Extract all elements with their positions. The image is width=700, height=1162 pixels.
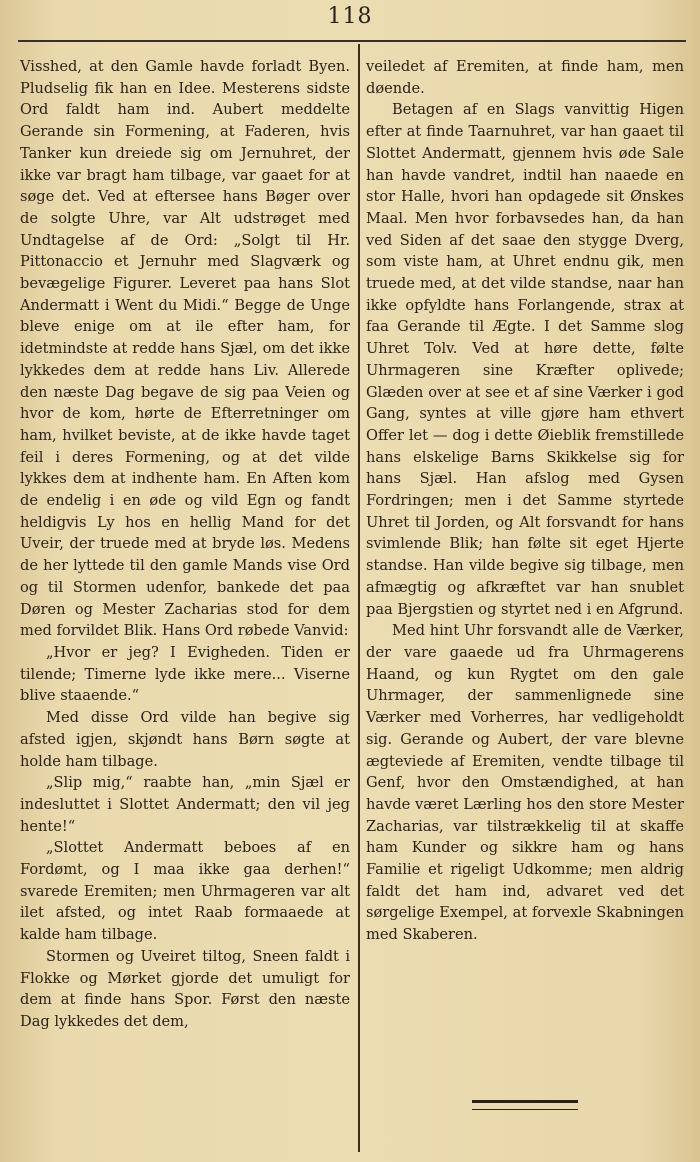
paragraph: Med hint Uhr forsvandt alle de Værker, der vare gaaede ud fra Uhrmagerens Haand, og kun Rygtet om den gale Uhrmager, der sammenlignede sine Værker med Vorherres, har vedligeholdt sig. Gerande og Aubert, der vare blevne ægteviede af Eremiten, vendte tilbage til Genf, hvor den Omstændighed, at han havde været Lærling hos den store Mester Zacharias, var tilstrækkelig til at skaffe ham Kunder og sikkre ham og hans Familie et rigeligt Udkomme; men aldrig faldt det ham ind, advaret ved det sørgelige Exempel, at forvexle Skabningen med Skaberen. [366,622,684,944]
page-number: 118 [327,4,373,29]
paragraph: Visshed, at den Gamle havde forladt Byen. Pludselig fik han en Idee. Mesterens sidste Ord faldt ham ind. Aubert meddelte Gerande sin Formening, at Faderen, hvis Tanker kun dreiede sig om Jernuhret, der ikke var bragt ham tilbage, var gaaet for at søge det. Ved at eftersee hans Bøger over de solgte Uhre, var Alt udstrøget med Undtagelse af de Ord: „Solgt til Hr. Pittonaccio et Jernuhr med Slagværk og bevægelige Figurer. Leveret paa hans Slot Andermatt i Went du Midi.“ Begge de Unge bleve enige om at ile efter ham, for idetmindste at redde hans Sjæl, om det ikke lykkedes dem at redde hans Liv. Allerede den næste Dag begave de sig paa Veien og hvor de kom, hørte de Efterretninger om ham, hvilket beviste, at de ikke havde taget feil i deres Formening, og at det vilde lykkes dem at indhente ham. En Aften kom de endelig i en øde og vild Egn og fandt heldigvis Ly hos en hellig Mand for det Uveir, der truede med at bryde løs. Medens de her lyttede til den gamle Mands vise Ord og til Stormen udenfor, bankede det paa Døren og Mester Zacharias stod for dem med forvildet Blik. Hans Ord røbede Vanvid: [20,58,350,640]
right-column [366,56,684,946]
end-ornament-rule [472,1100,578,1110]
paragraph: Med disse Ord vilde han begive sig afsted igjen, skjøndt hans Børn søgte at holde ham tilbage. [20,709,350,770]
paragraph: „Hvor er jeg? I Evigheden. Tiden er tilende; Timerne lyde ikke mere... Viserne blive staaende.“ [20,643,350,705]
paragraph: Betagen af en Slags vanvittig Higen efter at finde Taarnuhret, var han gaaet til Slottet Andermatt, gjennem hvis øde Sale han havde vandret, indtil han naaede en stor Halle, hvori han opdagede sit Ønskes Maal. Men hvor forbavsedes han, da han ved Siden af det saae den stygge Dverg, som viste ham, at Uhret endnu gik, men truede med, at det vilde standse, naar han ikke opfyldte hans Forlangende, strax at faa Gerande til Ægte. I det Samme slog Uhret Tolv. Ved at høre dette, følte Uhrmageren sine Kræfter oplivede; Glæden over at see et af sine Værker i god Gang, syntes at ville gjøre ham ethvert Offer let — dog i dette Øieblik fremstillede hans elskelige Barns Skikkelse sig for hans Sjæl. Han afslog med Gysen Fordringen; men i det Samme styrtede Uhret til Jorden, og Alt forsvandt for hans svimlende Blik; han følte sit eget Hjerte standse. Han vilde begive sig tilbage, men afmægtig og afkræftet var han snublet paa Bjergstien og styrtet ned i en Afgrund. [366,101,684,618]
paragraph: „Slip mig,“ raabte han, „min Sjæl er indesluttet i Slottet Andermatt; den vil jeg hente!“ [20,774,350,835]
column-divider [358,44,360,1152]
paragraph: „Slottet Andermatt beboes af en Fordømt, og I maa ikke gaa derhen!“ svarede Eremiten; men Uhrmageren var alt ilet afsted, og intet Raab formaaede at kalde ham tilbage. [20,839,350,944]
header-rule [18,40,686,42]
paragraph: veiledet af Eremiten, at finde ham, men døende. [366,58,684,97]
left-column [20,56,350,1033]
paragraph: Stormen og Uveiret tiltog, Sneen faldt i Flokke og Mørket gjorde det umuligt for dem at finde hans Spor. Først den næste Dag lykkedes det dem, [20,947,350,1030]
